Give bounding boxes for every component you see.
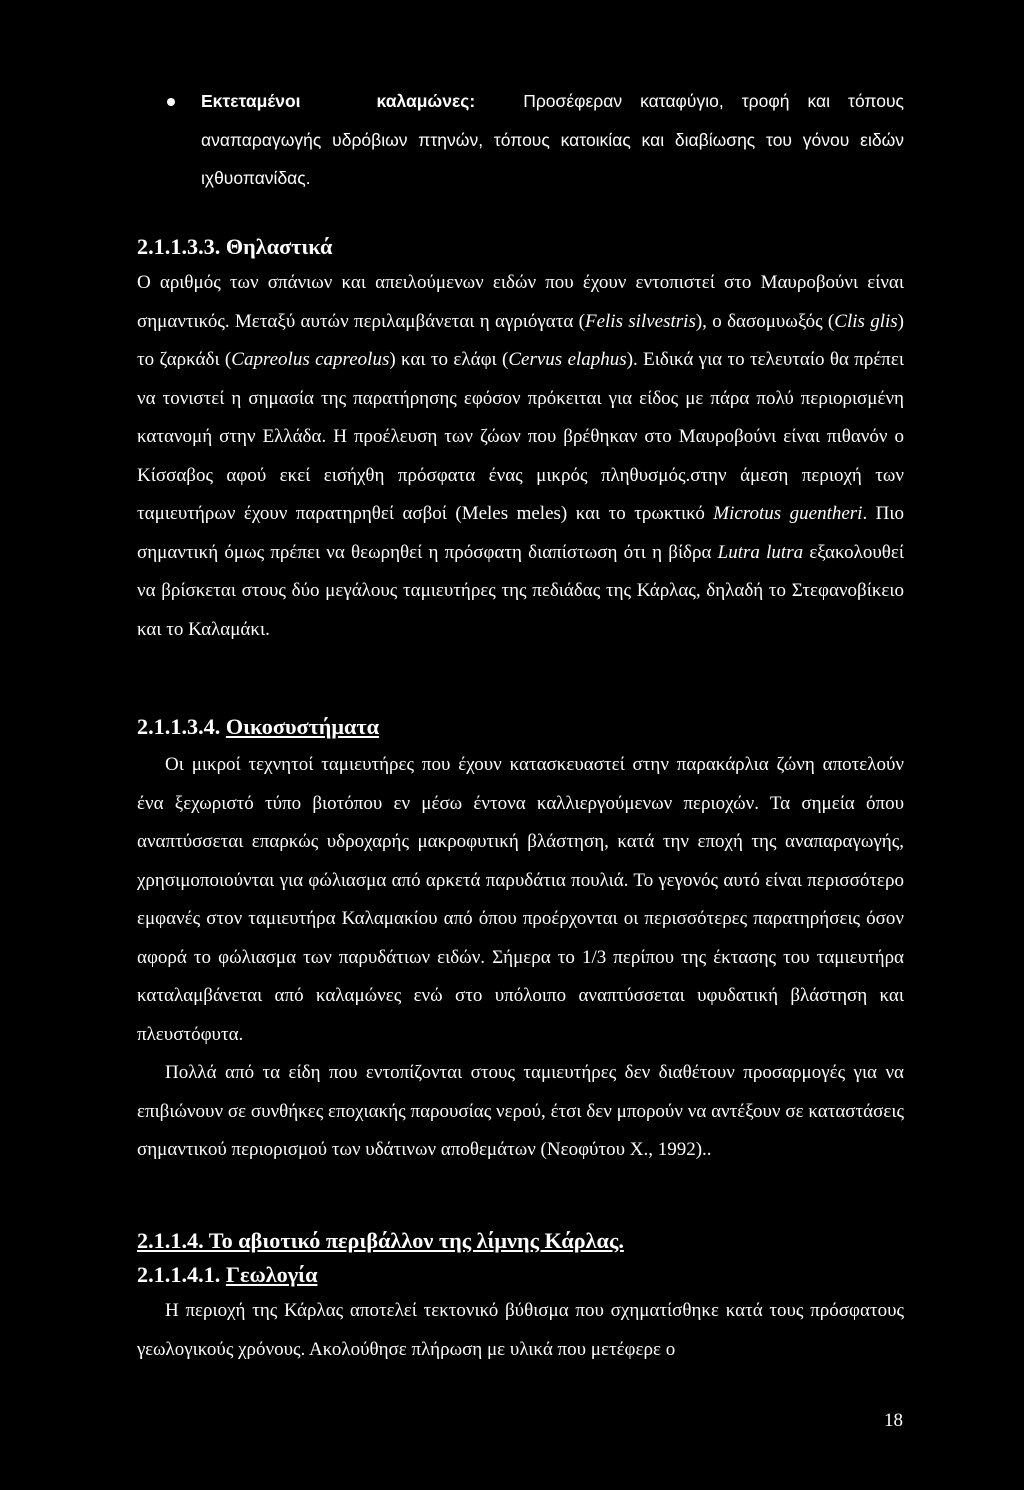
bullet-lead-word-1: Εκτεταμένοι [201, 91, 301, 111]
species-name-felis: Felis silvestris [584, 310, 696, 332]
heading-title: Οικοσυστήματα [225, 714, 380, 739]
text-run: ). Ειδικά για το τελευταίο θα πρέπει να τονιστεί η σημασία της παρατήρησης εφόσον πρόκειται για είδος με πάρα πολύ περιορισμένη κατανομή στην Ελλάδα. Η προέλευση των ζώων που βρέθηκαν στο Μαυροβούνι είναι πιθανόν ο Κίσσαβος αφού εκεί εισήχθη πρόσφατα ένας μικρός πληθυσμός.στην άμεση περιοχή των ταμιευτήρων έχουν παρατηρηθεί ασβοί (Meles meles) και το τρωκτικό [137, 349, 904, 524]
text-run: ) και το ελάφι ( [389, 349, 509, 370]
bullet-text [201, 82, 904, 198]
section-heading-abiotic: 2.1.1.4. Το αβιοτικό περιβάλλον της λίμνης Κάρλας. [137, 1228, 624, 1253]
section-abiotic [137, 1226, 904, 1369]
bullet-lead-word-2: καλαμώνες: [376, 91, 476, 111]
text-run: Ο αριθμός των σπάνιων και απειλούμενων ειδών που έχουν εντοπιστεί στο Μαυροβούνι είναι σημαντικός. Μεταξύ αυτών περιλαμβάνεται η αγριόγατα ( [137, 272, 904, 332]
subheading-number: 2.1.1.4.1. [137, 1262, 221, 1287]
bullet-item [137, 82, 904, 198]
heading-number: 2.1.1.3.4. [137, 714, 221, 739]
paragraph-ecosystems-2: Πολλά από τα είδη που εντοπίζονται στους ταμιευτήρες δεν διαθέτουν προσαρμογές για να επιβιώνουν σε συνθήκες εποχιακής παρουσίας νερού, έτσι δεν μπορούν να αντέξουν σε καταστάσεις σημαντικού περιορισμού των υδάτινων αποθεμάτων (Νεοφύτου Χ., 1992).. [137, 1062, 904, 1160]
subsection-heading-geology [137, 1260, 904, 1290]
text-run: ) το ζαρκάδι ( [137, 310, 904, 370]
paragraph-mammals [137, 264, 904, 649]
text-run: . Πιο σημαντική όμως πρέπει να θεωρηθεί η πρόσφατη διαπίστωση ότι η βίδρα [137, 503, 905, 563]
species-name-lutra: Lutra lutra [717, 541, 804, 563]
bullet-body: Προσέφεραν καταφύγιο, τροφή και τόπους αναπαραγωγής υδρόβιων πτηνών, τόπους κατοικίας και διαβίωσης του γόνου ειδών ιχθυοπανίδας. [201, 91, 904, 188]
paragraph-ecosystems-1: Οι μικροί τεχνητοί ταμιευτήρες που έχουν κατασκευαστεί στην παρακάρλια ζώνη αποτελούν ένα ξεχωριστό τύπο βιοτόπου εν μέσω έντονα καλλιεργούμενων περιοχών. Τα σημεία όπου αναπτύσσεται επαρκώς υδροχαρής μακροφυτική βλάστηση, κατά την εποχή της αναπαραγωγής, χρησιμοποιούνται για φώλιασμα από αρκετά παρυδάτια πουλιά. Το γεγονός αυτό είναι περισσότερο εμφανές στον ταμιευτήρα Καλαμακίου από όπου προέρχονται οι περισσότερες παρατηρήσεις όσον αφορά το φώλιασμα των παρυδάτιων ειδών. Σήμερα το 1/3 περίπου της έκτασης του ταμιευτήρα καταλαμβάνεται από καλαμώνες ενώ στο υπόλοιπο αναπτύσσεται υφυδατική βλάστηση και πλευστόφυτα. [137, 754, 904, 1045]
species-name-microtus: Microtus guentheri [713, 503, 863, 524]
section-heading-ecosystems [137, 712, 904, 742]
text-run: ), ο δασομυωξός ( [695, 310, 835, 332]
section-ecosystems [137, 712, 904, 1170]
text-run: εξακολουθεί να βρίσκεται στους δύο μεγάλους ταμιευτήρες της πεδιάδας της Κάρλας, δηλαδή το Στεφανοβίκειο και το Καλαμάκι. [137, 541, 904, 640]
species-name-clis: Clis glis [834, 310, 898, 332]
bullet-dot-icon [167, 98, 175, 106]
subheading-title: Γεωλογία [225, 1262, 318, 1287]
section-heading-mammals: 2.1.1.3.3. Θηλαστικά [137, 234, 333, 259]
species-name-cervus: Cervus elaphus [508, 349, 627, 370]
page-number: 18 [884, 1410, 903, 1431]
section-mammals [137, 232, 904, 649]
species-name-capreolus: Capreolus capreolus [231, 349, 390, 370]
paragraph-geology: Η περιοχή της Κάρλας αποτελεί τεκτονικό βύθισμα που σχηματίσθηκε κατά τους πρόσφατους γεωλογικούς χρόνους. Ακολούθησε πλήρωση με υλικά που μετέφερε ο [137, 1300, 904, 1360]
